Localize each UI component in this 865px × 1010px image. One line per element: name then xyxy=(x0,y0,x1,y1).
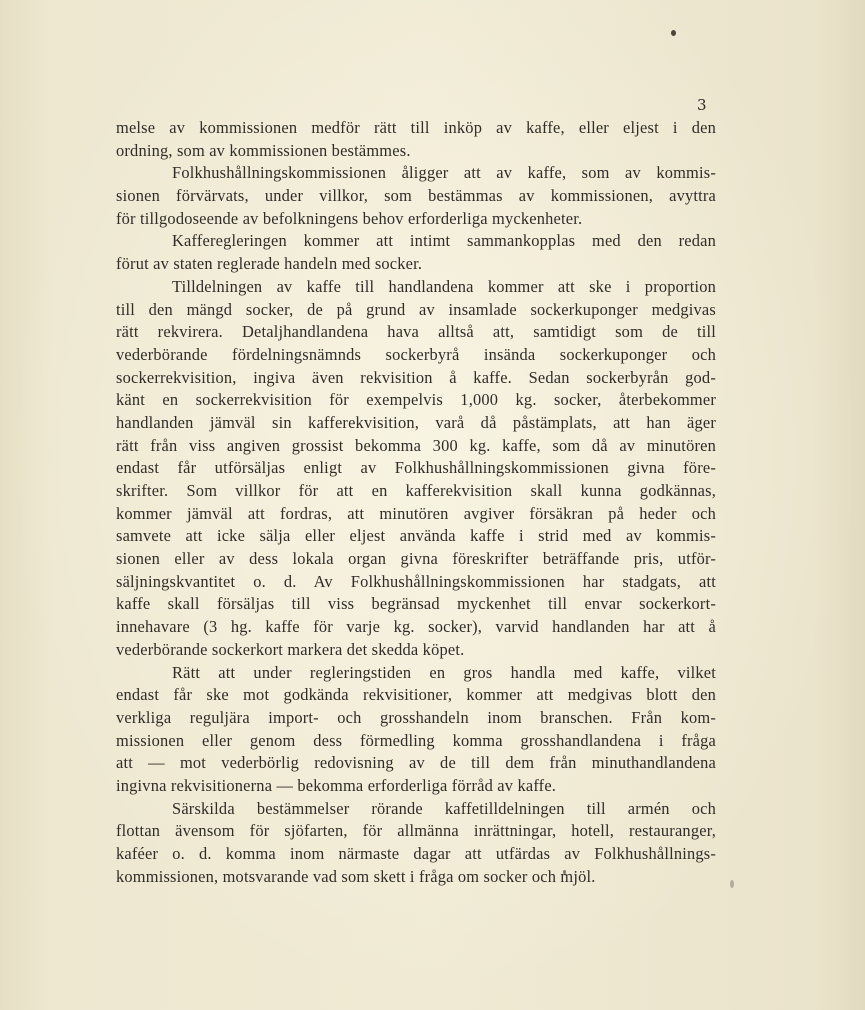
text-line: endast får ske mot godkända rekvisitioner, kommer att medgivas blott den xyxy=(116,685,716,705)
text-line: rätt rekvirera. Detaljhandlandena hava alltså att, samtidigt som de till xyxy=(116,322,716,342)
text-line: handlanden jämväl sin kafferekvisition, varå då påstämplats, att han äger xyxy=(116,412,716,432)
text-line: förut av staten reglerade handeln med socker. xyxy=(116,254,423,274)
text-line: säljningskvantitet o. d. Av Folkhushållningskommissionen har stadgats, att xyxy=(116,571,716,591)
text-line: kaffe skall försäljas till viss begränsad myckenhet till envar sockerkort- xyxy=(116,594,716,614)
text-line: sockerrekvisition, ingiva även rekvisition å kaffe. Sedan sockerbyrån god- xyxy=(116,367,716,387)
text-line: att — mot vederbörlig redovisning av de till dem från minuthandlandena xyxy=(116,753,716,773)
text-line: flottan ävensom för sjöfarten, för allmänna inrättningar, hotell, restauranger, xyxy=(116,821,716,841)
text-line: melse av kommissionen medför rätt till inköp av kaffe, eller eljest i den xyxy=(116,118,716,137)
text-line: Kafferegleringen kommer att intimt sammankopplas med den redan xyxy=(172,231,716,251)
text-line: känt en sockerrekvisition för exempelvis 1,000 kg. socker, återbekommer xyxy=(116,390,716,410)
text-line: vederbörande sockerkort markera det skedda köpet. xyxy=(116,639,465,659)
body-text xyxy=(116,117,716,888)
text-line: Tilldelningen av kaffe till handlandena kommer att ske i proportion xyxy=(172,276,716,296)
speck-mark xyxy=(671,30,676,36)
text-line: innehavare (3 hg. kaffe för varje kg. socker), varvid handlanden har att å xyxy=(116,617,716,637)
text-line: Särskilda bestämmelser rörande kaffetilldelningen till armén och xyxy=(172,798,716,818)
text-line: sionen förvärvats, under villkor, som bestämmas av kommissionen, avyttra xyxy=(116,186,716,206)
text-line: kommissionen, motsvarande vad som skett i fråga om socker och mjöl. xyxy=(116,866,596,886)
text-line: för tillgodoseende av befolkningens behov erforderliga myckenheter. xyxy=(116,208,583,228)
text-line: sionen eller av dess lokala organ givna föreskrifter beträffande pris, utför- xyxy=(116,549,716,569)
text-line: till den mängd socker, de på grund av insamlade sockerkuponger medgivas xyxy=(116,299,716,319)
text-line: ordning, som av kommissionen bestämmes. xyxy=(116,140,411,160)
speck-mark xyxy=(730,880,734,888)
text-line: kommer jämväl att fordras, att minutören avgiver försäkran på heder och xyxy=(116,503,716,523)
text-line: samvete att icke sälja eller eljest använda kaffe i strid med av kommis- xyxy=(116,526,716,546)
text-line: endast får utförsäljas enligt av Folkhushållningskommissionen givna före- xyxy=(116,458,716,478)
text-line: Rätt att under regleringstiden en gros handla med kaffe, vilket xyxy=(172,662,716,682)
text-line: ingivna rekvisitionerna — bekomma erforderliga förråd av kaffe. xyxy=(116,775,557,795)
text-line: verkliga reguljära import- och grosshandeln inom branschen. Från kom- xyxy=(116,707,716,727)
text-line: missionen eller genom dess förmedling komma grosshandlandena i fråga xyxy=(116,730,716,750)
text-line: Folkhushållningskommissionen åligger att av kaffe, som av kommis- xyxy=(172,163,716,183)
text-line: kaféer o. d. komma inom närmaste dagar att utfärdas av Folkhushållnings- xyxy=(116,844,716,863)
text-line: skrifter. Som villkor för att en kafferekvisition skall kunna godkännas, xyxy=(116,481,716,500)
text-line: vederbörande fördelningsnämnds sockerbyrå insända sockerkuponger och xyxy=(116,344,716,364)
text-line: rätt från viss angiven grossist bekomma 300 kg. kaffe, som då av minutören xyxy=(116,435,716,455)
page-number: 3 xyxy=(697,96,707,114)
